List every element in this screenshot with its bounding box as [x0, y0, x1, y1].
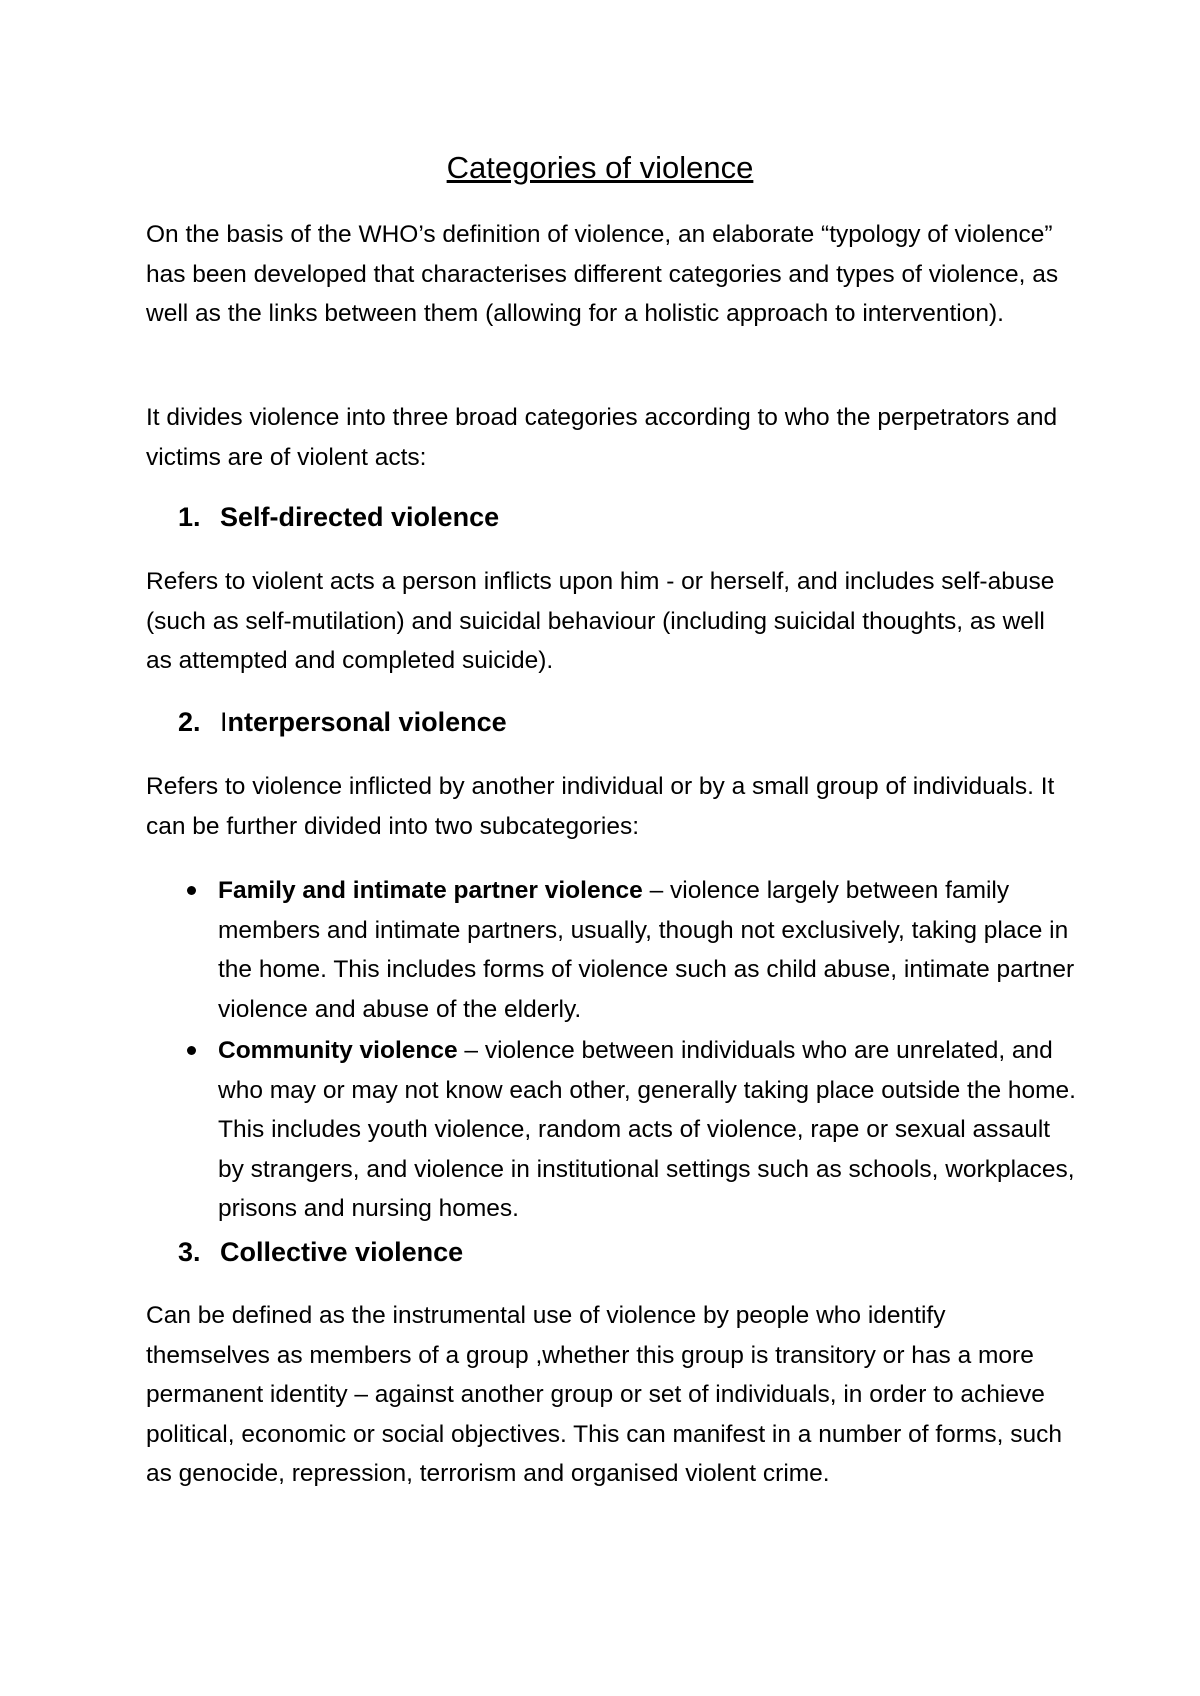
intro-paragraph: On the basis of the WHO’s definition of violence, an elaborate “typology of violence” has been developed that characterises different categories and types of violence, as well as the links between them (allowing for a holistic approach to intervention).	[146, 221, 1059, 327]
section-heading-text: nterpersonal violence	[227, 707, 507, 737]
section-heading-text: Self-directed violence	[220, 502, 500, 532]
section-heading-self-directed	[178, 500, 499, 534]
bullet-term: Family and intimate partner violence	[218, 877, 643, 904]
section-number: 1.	[178, 502, 201, 532]
bullet-icon	[187, 1046, 196, 1055]
section-heading-text: Collective violence	[220, 1237, 464, 1267]
section-body-self-directed: Refers to violent acts a person inflicts upon him - or herself, and includes self-abuse (such as self-mutilation) and suicidal behaviour (including suicidal thoughts, as well as attempted and completed suicide).	[146, 568, 1055, 674]
section-number: 2.	[178, 707, 201, 737]
list-item	[218, 1031, 1078, 1229]
bullet-term: Community violence	[218, 1037, 458, 1064]
document-title: Categories of violence	[446, 150, 754, 185]
bullet-text: – violence largely between family members and intimate partners, usually, though not exclusively, taking place in the home. This includes forms of violence such as child abuse, intimate partner violence and abuse of the elderly.	[218, 877, 1075, 1023]
bullet-icon	[187, 886, 196, 895]
list-item	[218, 871, 1078, 1029]
section-number: 3.	[178, 1237, 201, 1267]
bullet-text: – violence between individuals who are unrelated, and who may or may not know each other, generally taking place outside the home. This includes youth violence, random acts of violence, rape or sexual assault by strangers, and violence in institutional settings such as schools, workplaces, prisons and nursing homes.	[218, 1037, 1076, 1222]
section-heading-interpersonal	[178, 705, 507, 739]
section-body-collective: Can be defined as the instrumental use of violence by people who identify themselves as members of a group ,whether this group is transitory or has a more permanent identity – against another group or set of individuals, in order to achieve political, economic or social objectives. This can manifest in a number of forms, such as genocide, repression, terrorism and organised violent crime.	[146, 1302, 1062, 1487]
intro-paragraph-2: It divides violence into three broad categories according to who the perpetrators and victims are of violent acts:	[146, 404, 1058, 471]
section-heading-collective	[178, 1235, 463, 1269]
section-body-interpersonal: Refers to violence inflicted by another individual or by a small group of individuals. It can be further divided into two subcategories:	[146, 773, 1055, 840]
section-heading-initial: I	[220, 707, 228, 737]
